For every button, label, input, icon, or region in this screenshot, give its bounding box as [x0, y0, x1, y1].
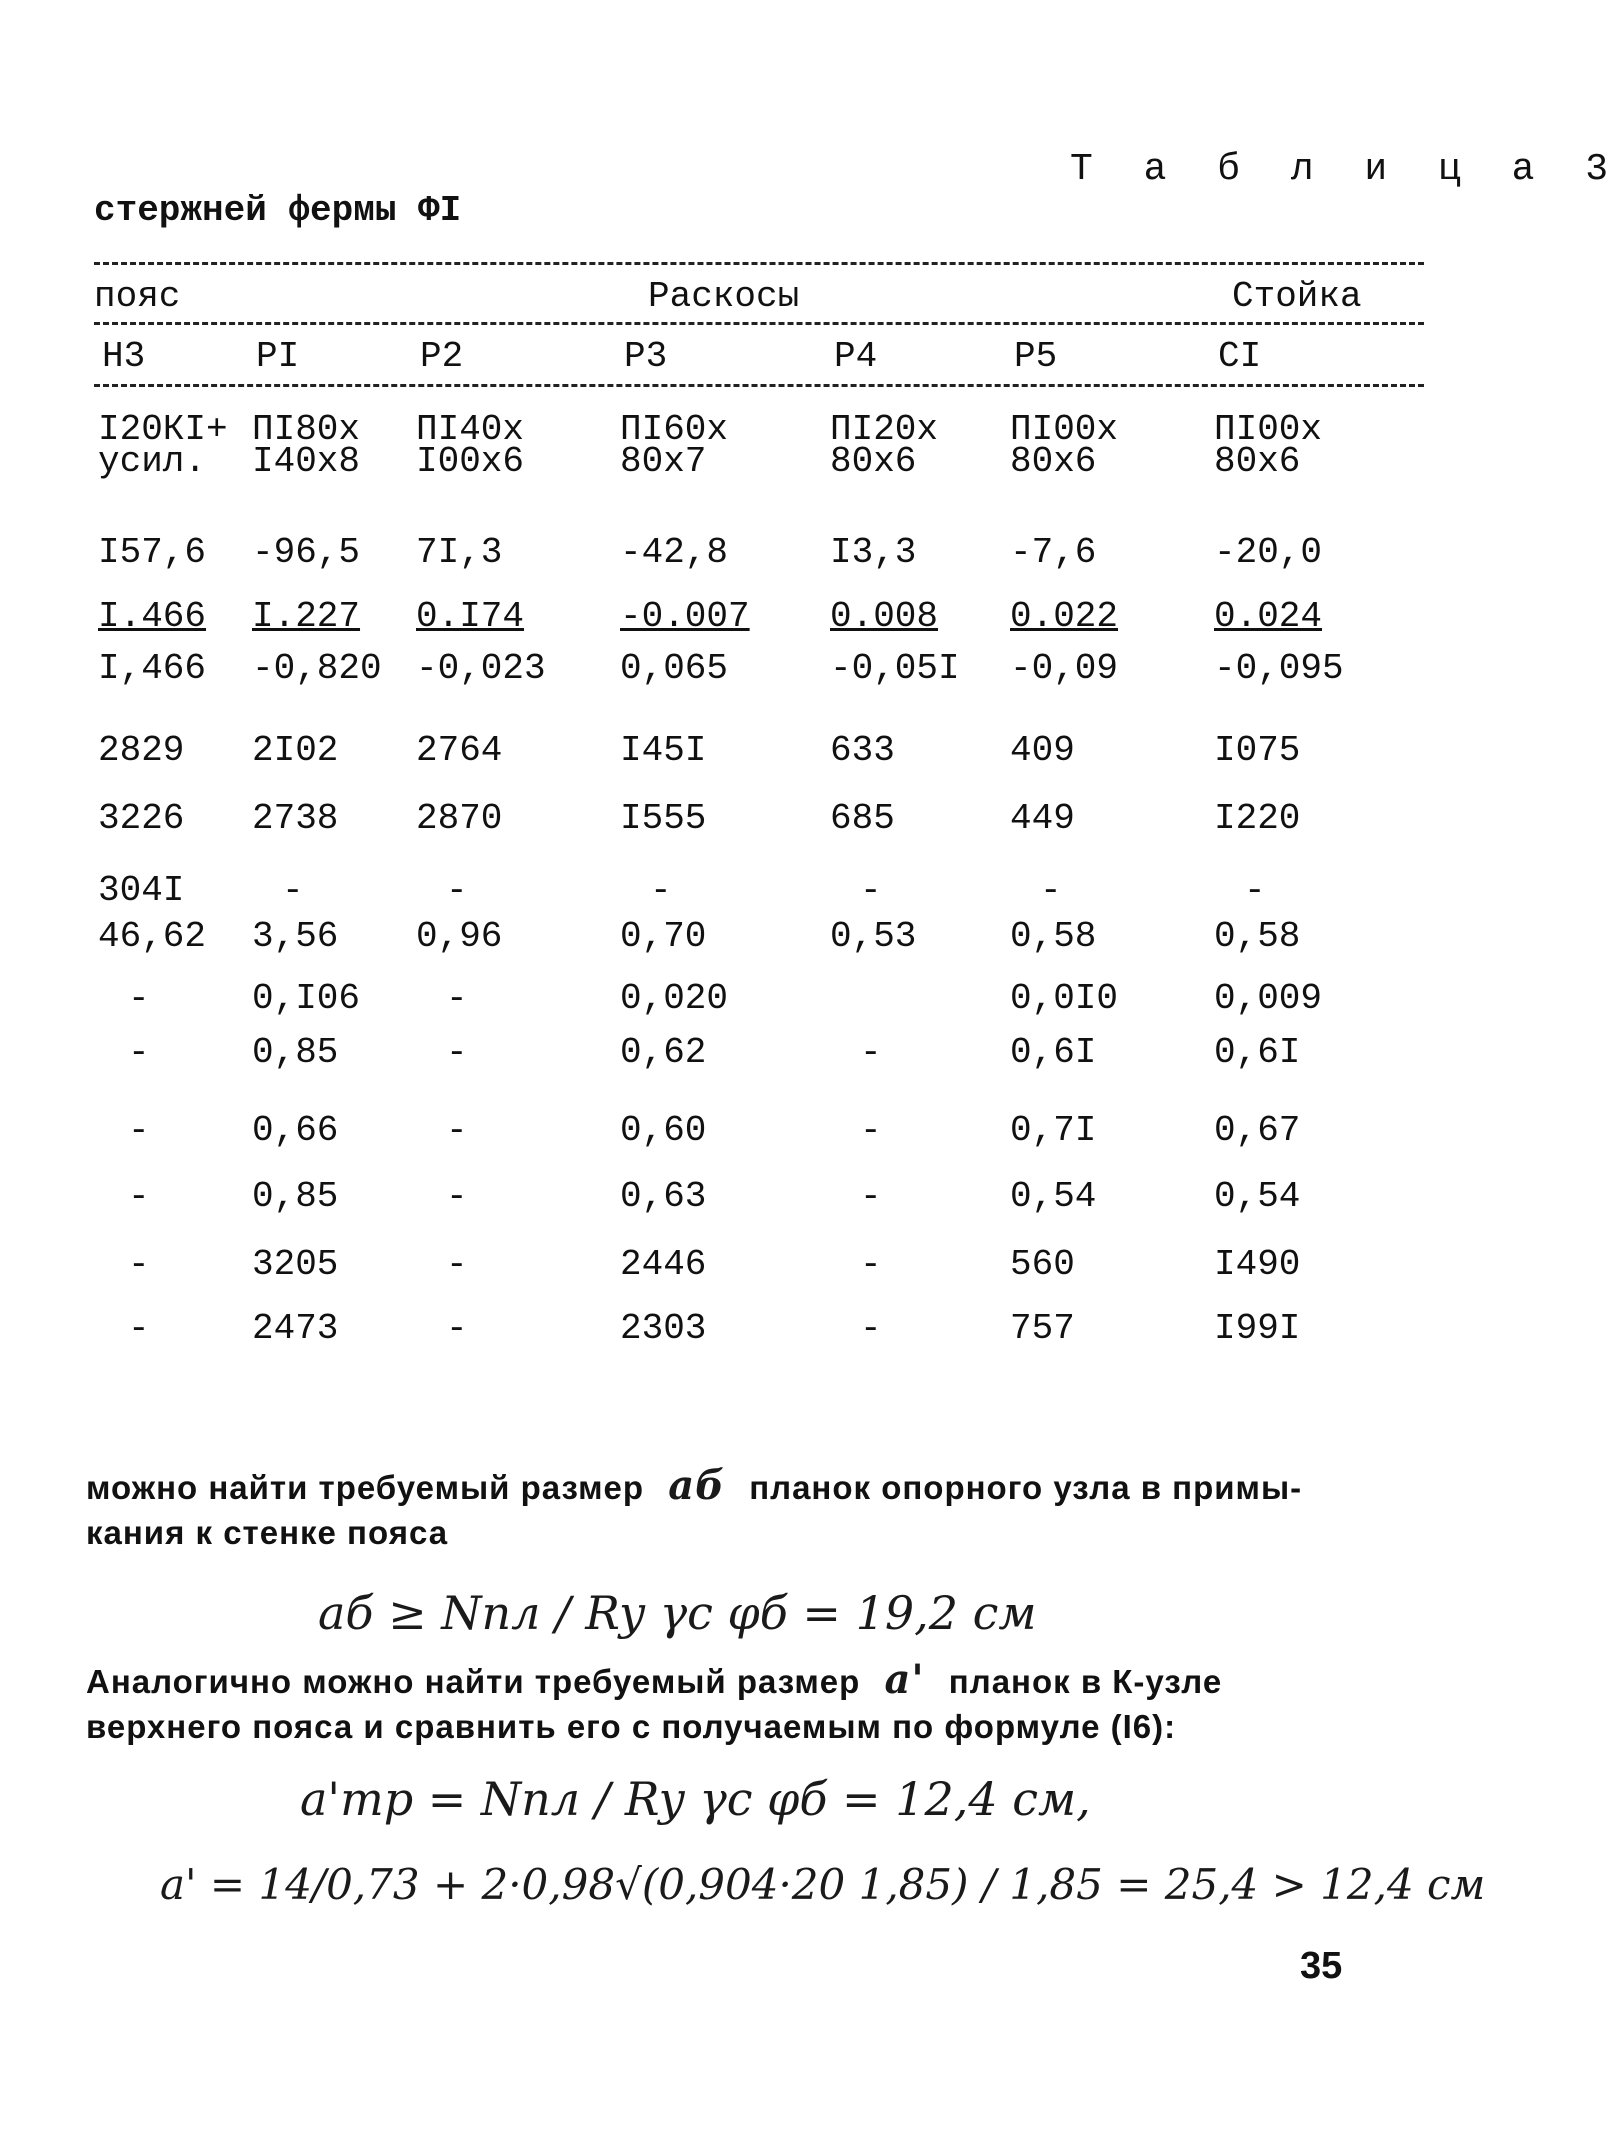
table-cell: 0,85 — [252, 1176, 339, 1217]
table-cell: - — [282, 870, 304, 911]
table-cell: - — [860, 1032, 882, 1073]
table-cell: 0,85 — [252, 1032, 339, 1073]
table-cell: 0,54 — [1010, 1176, 1097, 1217]
table-cell: 449 — [1010, 798, 1075, 839]
table-cell: 0,0I0 — [1010, 978, 1119, 1019]
table-cell: 0,020 — [620, 978, 729, 1019]
table-cell: 0,63 — [620, 1176, 707, 1217]
profile-line: ПI60x — [620, 409, 729, 450]
table-cell: 0,58 — [1214, 916, 1301, 957]
table-cell: 2764 — [416, 730, 503, 771]
group-header-belt: пояс — [94, 276, 181, 317]
table-cell: 0,53 — [830, 916, 917, 957]
table-cell: - — [446, 1110, 468, 1151]
table-cell: I220 — [1214, 798, 1301, 839]
profile-line: 80x6 — [1010, 441, 1097, 482]
column-header: P5 — [1014, 336, 1058, 377]
profile-line: 80x7 — [620, 441, 707, 482]
formula-1: aб ≥ Nпл / Ry γc φб = 19,2 см — [318, 1586, 1037, 1640]
table-top-rule — [94, 262, 1424, 265]
table-cell: 2738 — [252, 798, 339, 839]
table-cell: - — [128, 1244, 150, 1285]
table-cell: I555 — [620, 798, 707, 839]
page-number: 35 — [1300, 1945, 1343, 1987]
table-cell: -0,09 — [1010, 648, 1119, 689]
table-cell: 0,62 — [620, 1032, 707, 1073]
table-caption: стержней фермы ФI — [94, 190, 462, 231]
table-cell: I99I — [1214, 1308, 1301, 1349]
formula-2: a'тр = Nпл / Ry γc φб = 12,4 см, — [300, 1772, 1091, 1826]
table-cell: 3205 — [252, 1244, 339, 1285]
profile-cell — [1214, 409, 1323, 482]
profile-line: усил. — [98, 441, 207, 482]
table-cell: 2I02 — [252, 730, 339, 771]
paragraph-1-line-1 — [86, 1462, 1302, 1509]
table-cell: 0.022 — [1010, 596, 1119, 637]
table-cell: 0,6I — [1010, 1032, 1097, 1073]
table-cell: I,466 — [98, 648, 207, 689]
table-cell: - — [446, 1032, 468, 1073]
profile-cell — [416, 409, 525, 482]
profile-line: I20КI+ — [98, 409, 228, 450]
table-cell: - — [128, 978, 150, 1019]
paragraph-1-text-a: можно найти требуемый размер — [86, 1469, 645, 1506]
table-cell: I45I — [620, 730, 707, 771]
table-cell: -42,8 — [620, 532, 729, 573]
table-cell: 757 — [1010, 1308, 1075, 1349]
table-cell: 7I,3 — [416, 532, 503, 573]
table-cell: - — [1244, 870, 1266, 911]
table-cell: 0,I06 — [252, 978, 361, 1019]
group-header-diagonals: Раскосы — [648, 276, 800, 317]
table-cell: 0.024 — [1214, 596, 1323, 637]
table-cell: 0,6I — [1214, 1032, 1301, 1073]
column-header: PI — [256, 336, 300, 377]
paragraph-2-text-a: Аналогично можно найти требуемый размер — [86, 1663, 861, 1700]
table-title: Т а б л и ц а 3 — [1070, 148, 1622, 191]
table-cell: 0,009 — [1214, 978, 1323, 1019]
table-cell: 560 — [1010, 1244, 1075, 1285]
table-cell: -0,820 — [252, 648, 382, 689]
table-cell: I490 — [1214, 1244, 1301, 1285]
profile-line: I40x8 — [252, 441, 361, 482]
profile-line: ПI00x — [1214, 409, 1323, 450]
table-cell: 0.I74 — [416, 596, 525, 637]
table-cell: - — [446, 870, 468, 911]
table-cell: -0,05I — [830, 648, 960, 689]
profile-line: ПI80x — [252, 409, 361, 450]
column-header-rule — [94, 384, 1424, 387]
paragraph-2-line-1 — [86, 1656, 1222, 1703]
formula-3: a' = 14/0,73 + 2·0,98√(0,904·20 1,85) / 1,85 = 25,4 > 12,4 см — [160, 1860, 1486, 1909]
table-cell: - — [860, 1110, 882, 1151]
table-cell: -7,6 — [1010, 532, 1097, 573]
table-cell: -20,0 — [1214, 532, 1323, 573]
table-cell: - — [446, 1176, 468, 1217]
table-cell: - — [128, 1308, 150, 1349]
profile-line: 80x6 — [1214, 441, 1301, 482]
table-cell: -0,095 — [1214, 648, 1344, 689]
table-cell: 0.008 — [830, 596, 939, 637]
table-cell: I075 — [1214, 730, 1301, 771]
table-cell: 633 — [830, 730, 895, 771]
profile-line: ПI20x — [830, 409, 939, 450]
table-cell: - — [1040, 870, 1062, 911]
table-cell: 0,60 — [620, 1110, 707, 1151]
table-cell: 2473 — [252, 1308, 339, 1349]
table-cell: I.227 — [252, 596, 361, 637]
table-cell: - — [650, 870, 672, 911]
group-header-post: Стойка — [1232, 276, 1362, 317]
table-cell: 685 — [830, 798, 895, 839]
table-cell: 46,62 — [98, 916, 207, 957]
table-cell: 2446 — [620, 1244, 707, 1285]
group-header-rule — [94, 322, 1424, 325]
table-cell: 409 — [1010, 730, 1075, 771]
table-cell: I.466 — [98, 596, 207, 637]
table-cell: -96,5 — [252, 532, 361, 573]
table-cell: 0,7I — [1010, 1110, 1097, 1151]
column-header: P2 — [420, 336, 464, 377]
profile-cell — [830, 409, 939, 482]
profile-cell — [1010, 409, 1119, 482]
table-cell: - — [860, 1176, 882, 1217]
table-cell: I57,6 — [98, 532, 207, 573]
table-cell: 2303 — [620, 1308, 707, 1349]
profile-line: I00x6 — [416, 441, 525, 482]
table-cell: 0,67 — [1214, 1110, 1301, 1151]
paragraph-2-line-2: верхнего пояса и сравнить его с получаемым по формуле (I6): — [86, 1708, 1177, 1745]
table-cell: - — [860, 1244, 882, 1285]
profile-line: ПI40x — [416, 409, 525, 450]
profile-cell — [620, 409, 729, 482]
table-cell: 2870 — [416, 798, 503, 839]
table-cell: - — [860, 870, 882, 911]
table-cell: 0,96 — [416, 916, 503, 957]
paragraph-1-symbol: aб — [668, 1462, 726, 1509]
paragraph-2-text-b: планок в К-узле — [948, 1663, 1223, 1700]
table-cell: 3226 — [98, 798, 185, 839]
table-cell: 0,58 — [1010, 916, 1097, 957]
profile-cell — [252, 409, 361, 482]
table-cell: 0,065 — [620, 648, 729, 689]
table-cell: - — [128, 1110, 150, 1151]
column-header: P4 — [834, 336, 878, 377]
table-cell: 0,66 — [252, 1110, 339, 1151]
table-cell: 0,70 — [620, 916, 707, 957]
table-cell: 0,54 — [1214, 1176, 1301, 1217]
table-cell: -0.007 — [620, 596, 750, 637]
paragraph-1-text-b: планок опорного узла в примы- — [749, 1469, 1303, 1506]
table-cell: 3,56 — [252, 916, 339, 957]
paragraph-2-symbol: a' — [884, 1656, 925, 1703]
table-cell: I3,3 — [830, 532, 917, 573]
table-cell: 2829 — [98, 730, 185, 771]
table-cell: - — [446, 1308, 468, 1349]
profile-line: 80x6 — [830, 441, 917, 482]
table-cell: - — [446, 978, 468, 1019]
column-header: Н3 — [102, 336, 146, 377]
profile-line: ПI00x — [1010, 409, 1119, 450]
profile-cell — [98, 409, 228, 482]
table-cell: 304I — [98, 870, 185, 911]
table-cell: - — [128, 1032, 150, 1073]
table-cell: - — [128, 1176, 150, 1217]
table-cell: - — [860, 1308, 882, 1349]
table-cell: - — [446, 1244, 468, 1285]
paragraph-1-line-2: кания к стенке пояса — [86, 1514, 449, 1551]
table-cell: -0,023 — [416, 648, 546, 689]
column-header: P3 — [624, 336, 668, 377]
column-header: CI — [1218, 336, 1262, 377]
